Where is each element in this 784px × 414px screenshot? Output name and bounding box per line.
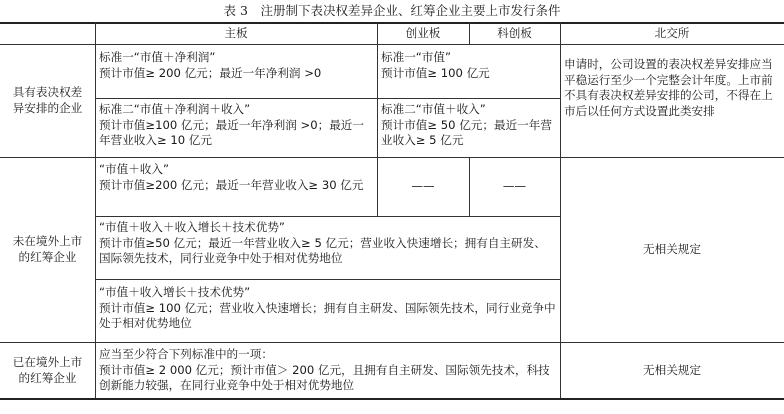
bse-listed-red-chip: 无相关规定 xyxy=(643,362,701,377)
star-dash: —— xyxy=(502,179,527,194)
row-rule xyxy=(95,279,560,280)
header-main-board: 主板 xyxy=(224,25,248,40)
row-label-listed-red-chip: 已在境外上市的红筹企业 xyxy=(12,354,83,385)
header-rule xyxy=(0,44,784,45)
bottom-rule xyxy=(0,398,784,400)
chinext-star-standard-1: 标准一“市值” 预计市值≥ 100 亿元 xyxy=(381,50,490,80)
bse-unlisted-red-chip: 无相关规定 xyxy=(643,242,701,257)
chinext-star-standard-2: 标准二“市值＋收入” 预计市值≥ 50 亿元；最近一年营业收入≥ 5 亿元 xyxy=(381,102,552,148)
header-bse: 北交所 xyxy=(654,25,690,40)
chinext-dash: —— xyxy=(411,179,435,194)
red-chip-standard-1: “市值＋收入” 预计市值≥200 亿元；最近一年营业收入≥ 30 亿元 xyxy=(99,162,364,192)
row-rule xyxy=(95,98,560,99)
row-label-unlisted-red-chip: 未在境外上市的红筹企业 xyxy=(12,234,83,264)
row-label-weighted-voting: 具有表决权差异安排的企业 xyxy=(12,85,83,115)
listed-red-chip-content: 应当至少符合下列标准中的一项： 预计市值≥ 2 000 亿元；预计市值＞ 200 亿元，且拥有自主研发、国际领先技术，科技创新能力较强，在同行业竞争中处于相对优势地位 xyxy=(99,347,550,393)
header-chinext: 创业板 xyxy=(405,25,441,40)
bse-weighted-voting: 申请时，公司设置的表决权差异安排应当平稳运行至少一个完整会计年度。上市前不具有表决权差异安排的公司，不得在上市后以任何方式设置此类安排 xyxy=(564,57,773,118)
main-standard-1: 标准一“市值＋净利润” 预计市值≥ 200 亿元；最近一年净利润 >0 xyxy=(99,50,322,80)
red-chip-standard-3: “市值＋收入增长＋技术优势” 预计市值≥ 100 亿元；营业收入快速增长；拥有自主研发、国际领先技术，同行业竞争中处于相对优势地位 xyxy=(99,285,556,331)
header-star: 科创板 xyxy=(497,25,532,40)
table-title: 表 3 注册制下表决权差异企业、红筹企业主要上市发行条件 xyxy=(223,3,561,18)
main-standard-2: 标准二“市值＋净利润＋收入” 预计市值≥100 亿元；最近一年净利润 >0；最近一年营业收入≥ 10 亿元 xyxy=(99,102,364,148)
row-rule xyxy=(95,216,560,217)
red-chip-standard-2: “市值＋收入＋收入增长＋技术优势” 预计市值≥50 亿元；最近一年营业收入≥ 5 亿元；营业收入快速增长；拥有自主研发、国际领先技术，同行业竞争中处于相对优势地位 xyxy=(99,220,546,266)
